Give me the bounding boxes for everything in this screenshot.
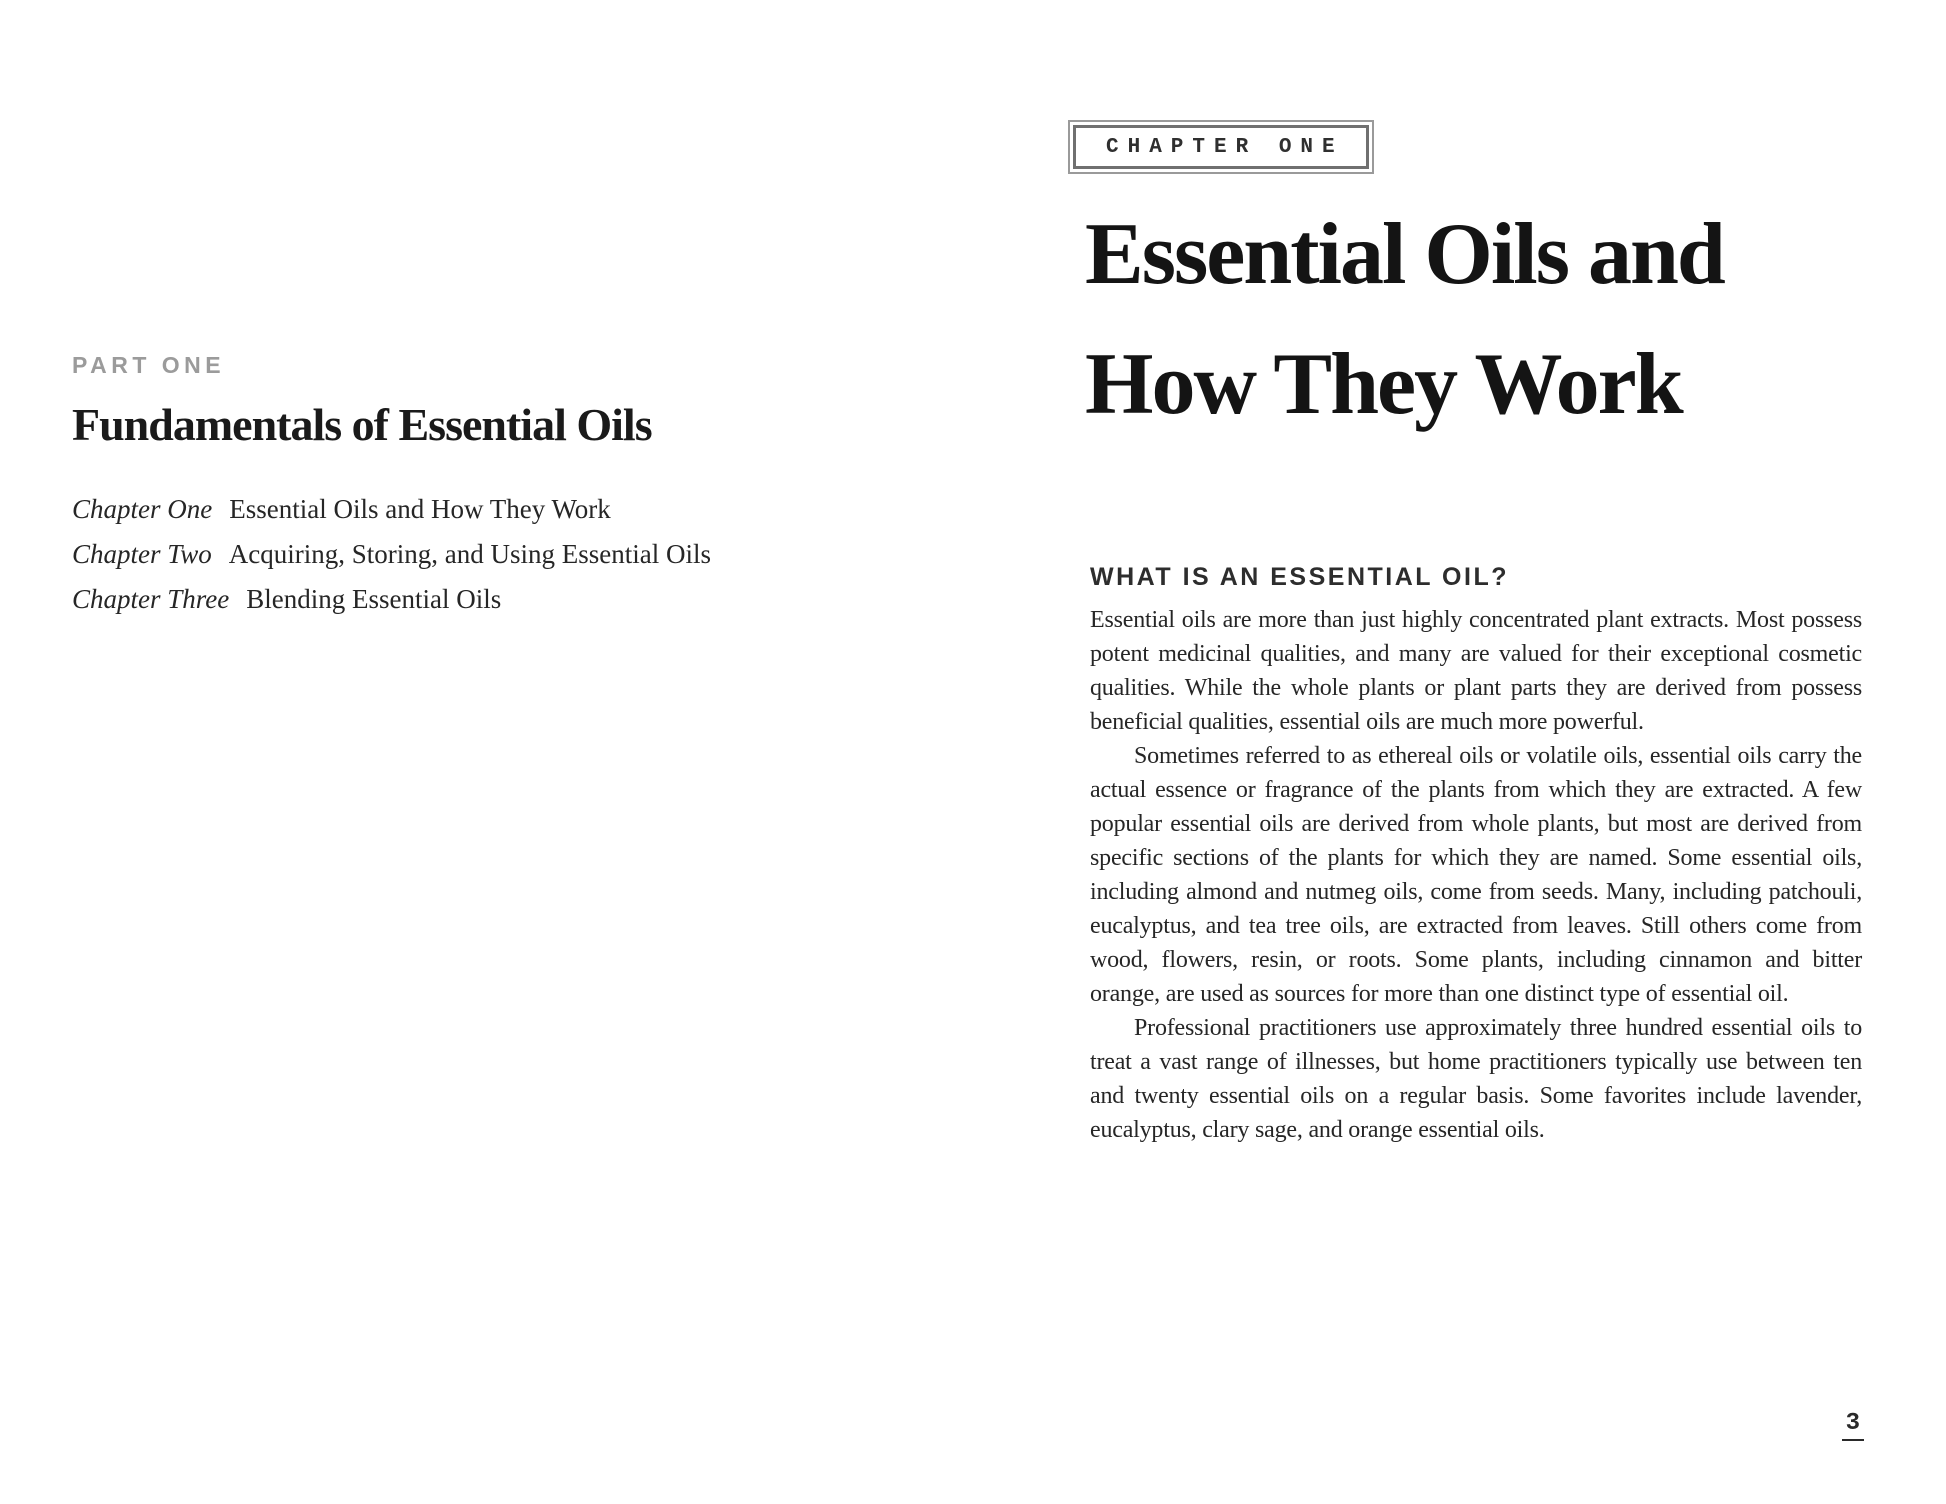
- chapter-title-heading: [1085, 190, 1724, 450]
- chapter-badge-frame: [1073, 125, 1369, 169]
- part-label: PART ONE: [72, 352, 226, 378]
- chapter-title-line2: How They Work: [1085, 336, 1682, 433]
- chapter-title: Blending Essential Oils: [246, 584, 502, 614]
- section-heading: WHAT IS AN ESSENTIAL OIL?: [1090, 563, 1509, 591]
- chapter-name: Chapter Three: [72, 584, 230, 614]
- chapter-name: Chapter One: [72, 494, 213, 524]
- chapter-badge-label: CHAPTER ONE: [1106, 136, 1344, 159]
- chapter-list-item: [72, 487, 711, 532]
- chapter-list: [72, 487, 711, 622]
- right-page: [973, 0, 1946, 1504]
- paragraph: Essential oils are more than just highly concentrated plant extracts. Most possess potent medicinal qualities, and many are valued for their exceptional cosmetic qualities. While the whole plants or plant parts they are derived from possess beneficial qualities, essential oils are much more powerful.: [1090, 607, 1862, 735]
- body-text: [1090, 603, 1862, 1147]
- page-number: 3: [1842, 1412, 1864, 1441]
- paragraph: Professional practitioners use approximately three hundred essential oils to treat a vast range of illnesses, but home practitioners typically use between ten and twenty essential oils on a regular basis. Some favorites include lavender, eucalyptus, clary sage, and orange essential oils.: [1090, 1015, 1862, 1143]
- chapter-list-item: [72, 577, 711, 622]
- chapter-title-line1: Essential Oils and: [1085, 206, 1724, 303]
- chapter-badge: [1068, 120, 1374, 174]
- chapter-list-item: [72, 532, 711, 577]
- part-title: Fundamentals of Essential Oils: [72, 399, 652, 450]
- chapter-title: Essential Oils and How They Work: [229, 494, 611, 524]
- chapter-title: Acquiring, Storing, and Using Essential Oils: [228, 539, 711, 569]
- paragraph: Sometimes referred to as ethereal oils or volatile oils, essential oils carry the actual essence or fragrance of the plants from which they are extracted. A few popular essential oils are derived from whole plants, but most are derived from specific sections of the plants for which they are named. Some essential oils, including almond and nutmeg oils, come from seeds. Many, including patchouli, eucalyptus, and tea tree oils, are extracted from leaves. Still others come from wood, flowers, resin, or roots. Some plants, including cinnamon and bitter orange, are used as sources for more than one distinct type of essential oil.: [1090, 743, 1862, 1007]
- chapter-name: Chapter Two: [72, 539, 212, 569]
